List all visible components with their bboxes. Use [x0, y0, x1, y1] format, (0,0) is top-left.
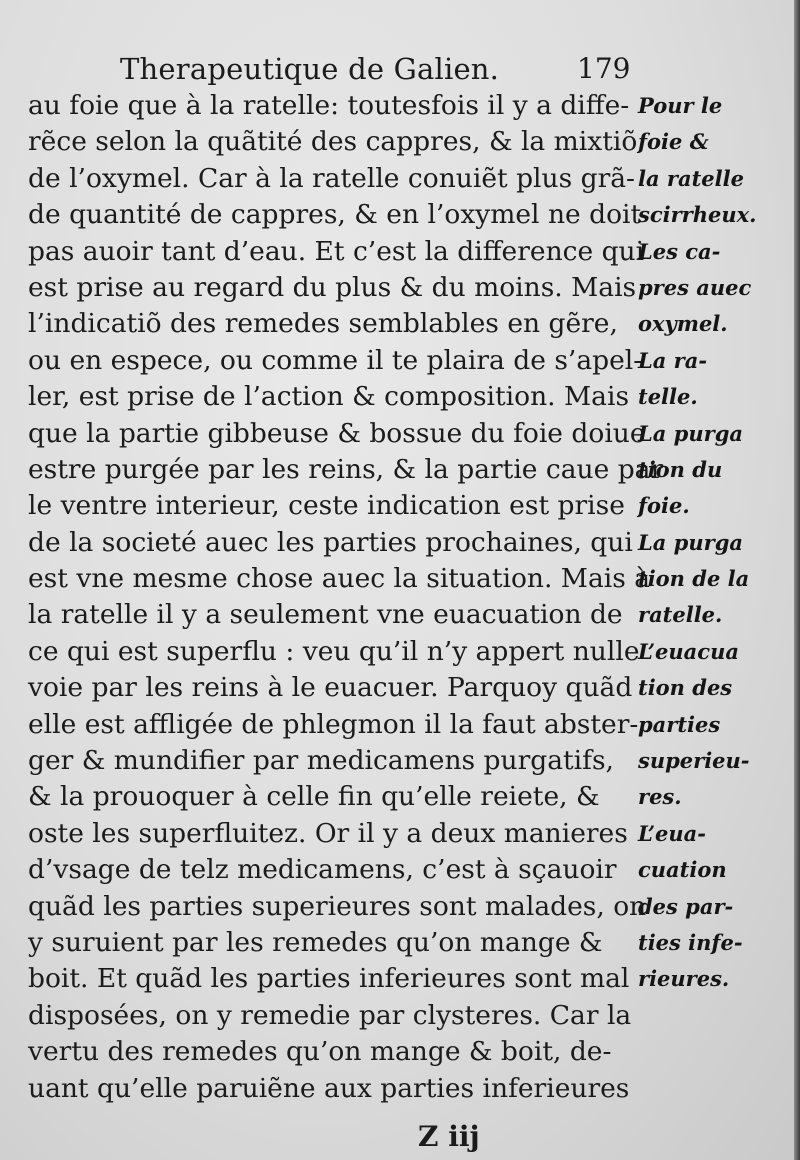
margin-note-line: La purga — [638, 420, 743, 446]
running-head — [120, 52, 640, 92]
margin-note-line: ratelle. — [638, 602, 723, 628]
margin-note-line: cuation — [638, 857, 727, 883]
text-line: elle est affligée de phlegmon il la faut abster- — [28, 708, 639, 740]
marginal-notes — [638, 88, 793, 998]
margin-note-line: ties infe- — [638, 929, 743, 955]
margin-note-line: L’eua- — [638, 820, 706, 846]
signature-mark: Z iij — [418, 1120, 480, 1153]
text-line: & la prouoquer à celle fin qu’elle reiete, & — [28, 781, 600, 813]
margin-note-line: des par- — [638, 893, 734, 919]
margin-note-line: pres auec — [638, 274, 752, 300]
text-line: pas auoir tant d’eau. Et c’est la difference qui — [28, 235, 645, 267]
text-line: ou en espece, ou comme il te plaira de s’apel- — [28, 344, 643, 376]
text-line: ler, est prise de l’action & composition. Mais — [28, 381, 630, 413]
margin-note-line: res. — [638, 784, 682, 810]
margin-note-line: la ratelle — [638, 165, 744, 191]
margin-note-line: rieures. — [638, 966, 730, 992]
text-line: voie par les reins à le euacuer. Parquoy quãd — [28, 672, 633, 704]
margin-note-line: tion du — [638, 456, 723, 482]
text-line: estre purgée par les reins, & la partie caue par — [28, 453, 664, 485]
text-line: quãd les parties superieures sont malades, on — [28, 890, 647, 922]
margin-note-line: L’euacua — [638, 638, 739, 664]
margin-note-line: superieu- — [638, 748, 750, 774]
main-text — [28, 88, 664, 1107]
text-line: la ratelle il y a seulement vne euacuation de — [28, 599, 623, 631]
margin-note-line: tion de la — [638, 566, 750, 592]
margin-note-line: tion des — [638, 675, 733, 701]
running-title: Therapeutique de Galien. — [120, 52, 500, 86]
margin-note-line: foie. — [638, 493, 690, 519]
text-line: ce qui est superflu : veu qu’il n’y appert nulle — [28, 635, 640, 667]
margin-note-line: Pour le — [638, 93, 723, 118]
text-line: de l’oxymel. Car à la ratelle conuiẽt plus grã- — [28, 162, 635, 194]
text-line: est prise au regard du plus & du moins. Mais — [28, 271, 637, 303]
text-line: rẽce selon la quãtité des cappres, & la mixtiõ — [28, 126, 638, 158]
margin-note-line: foie & — [638, 129, 709, 155]
text-line: de la societé auec les parties prochaines, qui — [28, 526, 633, 558]
text-line: ger & mundifier par medicamens purgatifs, — [28, 745, 614, 777]
text-line: disposées, on y remedie par clysteres. Car la — [28, 999, 632, 1031]
text-line: que la partie gibbeuse & bossue du foie doiue — [28, 417, 646, 449]
margin-note-line: Les ca- — [638, 238, 721, 264]
text-line: y suruient par les remedes qu’on mange & — [28, 926, 603, 958]
margin-note-line: parties — [638, 711, 721, 737]
text-line: est vne mesme chose auec la situation. Mais à — [28, 563, 651, 595]
text-line: uant qu’elle paruiẽne aux parties inferieures — [28, 1072, 630, 1104]
margin-note-line: scirrheux. — [638, 202, 757, 228]
text-line: vertu des remedes qu’on mange & boit, de- — [28, 1036, 612, 1068]
text-line: au foie que à la ratelle: toutesfois il y a diffe- — [28, 90, 630, 121]
page-number: 179 — [577, 52, 631, 85]
margin-note-line: La purga — [638, 529, 743, 555]
margin-note-line: La ra- — [638, 347, 708, 373]
text-line: de quantité de cappres, & en l’oxymel ne doit — [28, 199, 642, 231]
text-line: boit. Et quãd les parties inferieures sont mal — [28, 963, 630, 995]
text-line: oste les superfluitez. Or il y a deux manieres — [28, 817, 628, 849]
text-line: le ventre interieur, ceste indication est prise — [28, 490, 625, 522]
margin-note-line: telle. — [638, 384, 698, 410]
margin-note-line: oxymel. — [638, 311, 728, 337]
page-edge — [794, 0, 800, 1160]
text-line: d’vsage de telz medicamens, c’est à sçauoir — [28, 854, 617, 886]
text-line: l’indicatiõ des remedes semblables en gẽre, — [28, 308, 618, 340]
